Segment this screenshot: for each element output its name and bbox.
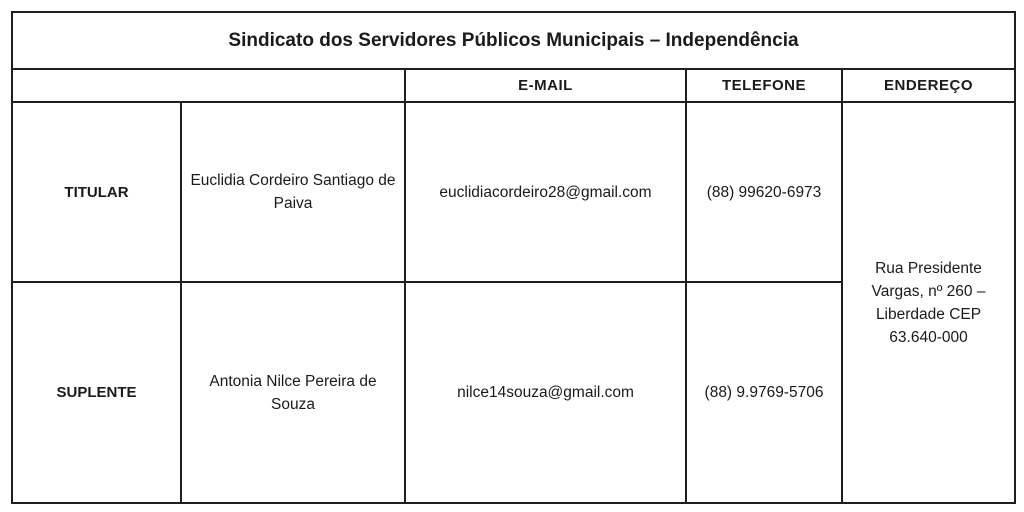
header-email: E-MAIL <box>405 69 686 102</box>
name-titular: Euclidia Cordeiro Santiago de Paiva <box>181 102 405 282</box>
address-cell: Rua Presidente Vargas, nº 260 – Liberdade CEP 63.640-000 <box>842 102 1015 503</box>
header-blank <box>12 69 405 102</box>
header-phone: TELEFONE <box>686 69 842 102</box>
email-suplente: nilce14souza@gmail.com <box>405 282 686 503</box>
role-titular: TITULAR <box>12 102 181 282</box>
email-titular: euclidiacordeiro28@gmail.com <box>405 102 686 282</box>
union-contacts-table <box>11 11 1016 504</box>
header-address: ENDEREÇO <box>842 69 1015 102</box>
title-row <box>12 12 1015 69</box>
header-row <box>12 69 1015 102</box>
phone-suplente: (88) 9.9769-5706 <box>686 282 842 503</box>
role-suplente: SUPLENTE <box>12 282 181 503</box>
table-title: Sindicato dos Servidores Públicos Municipais – Independência <box>12 12 1015 69</box>
name-suplente: Antonia Nilce Pereira de Souza <box>181 282 405 503</box>
table-row-titular <box>12 102 1015 282</box>
phone-titular: (88) 99620-6973 <box>686 102 842 282</box>
